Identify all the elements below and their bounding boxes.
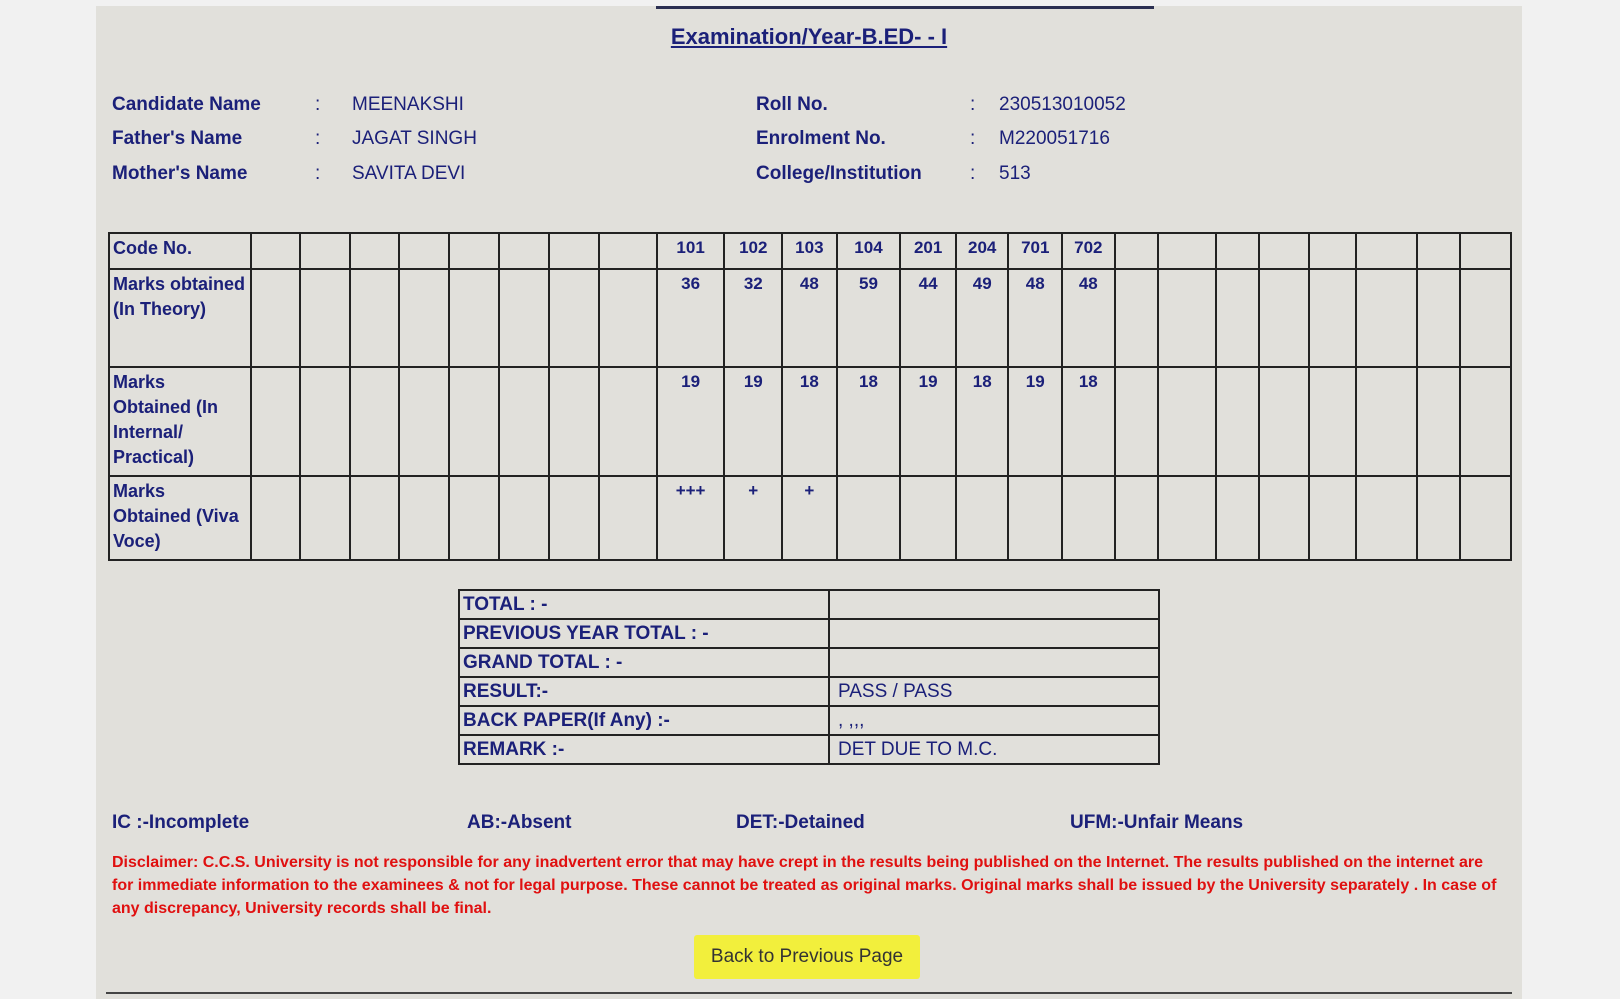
internal-mark-cell bbox=[449, 367, 500, 476]
viva-mark-cell bbox=[549, 476, 600, 560]
viva-mark-cell bbox=[1216, 476, 1259, 560]
summary-label: RESULT:- bbox=[459, 677, 829, 706]
summary-row bbox=[459, 706, 1159, 735]
summary-value bbox=[829, 619, 1159, 648]
mother-name-label: Mother's Name bbox=[112, 163, 248, 184]
summary-row bbox=[459, 677, 1159, 706]
code-cell bbox=[1356, 233, 1417, 269]
separator: : bbox=[315, 128, 321, 149]
internal-mark-cell bbox=[1158, 367, 1216, 476]
legend-detained: DET:-Detained bbox=[736, 812, 865, 833]
code-cell bbox=[1115, 233, 1158, 269]
viva-mark-cell bbox=[350, 476, 400, 560]
code-cell: 102 bbox=[724, 233, 782, 269]
theory-mark-cell bbox=[1216, 269, 1259, 367]
viva-mark-cell bbox=[251, 476, 301, 560]
internal-mark-cell: 19 bbox=[724, 367, 782, 476]
theory-mark-cell bbox=[499, 269, 549, 367]
viva-mark-cell bbox=[449, 476, 500, 560]
code-cell: 201 bbox=[900, 233, 956, 269]
internal-row bbox=[109, 367, 1511, 476]
theory-mark-cell: 32 bbox=[724, 269, 782, 367]
internal-mark-cell: 18 bbox=[837, 367, 901, 476]
summary-row bbox=[459, 590, 1159, 619]
candidate-name-label: Candidate Name bbox=[112, 94, 261, 115]
code-cell: 101 bbox=[657, 233, 725, 269]
theory-mark-cell: 44 bbox=[900, 269, 956, 367]
theory-mark-cell bbox=[449, 269, 500, 367]
theory-row-label: Marks obtained (In Theory) bbox=[109, 269, 251, 367]
viva-mark-cell bbox=[837, 476, 901, 560]
theory-mark-cell bbox=[300, 269, 350, 367]
summary-label: REMARK :- bbox=[459, 735, 829, 764]
theory-mark-cell: 59 bbox=[837, 269, 901, 367]
separator: : bbox=[970, 94, 976, 115]
viva-mark-cell bbox=[1417, 476, 1460, 560]
college-value: 513 bbox=[999, 163, 1031, 184]
internal-mark-cell bbox=[1460, 367, 1511, 476]
result-sheet bbox=[96, 6, 1522, 999]
theory-mark-cell: 48 bbox=[1008, 269, 1062, 367]
viva-row bbox=[109, 476, 1511, 560]
code-cell bbox=[1216, 233, 1259, 269]
viva-mark-cell bbox=[1062, 476, 1115, 560]
viva-mark-cell: + bbox=[724, 476, 782, 560]
separator: : bbox=[315, 163, 321, 184]
theory-mark-cell: 48 bbox=[782, 269, 837, 367]
separator: : bbox=[315, 94, 321, 115]
separator: : bbox=[970, 163, 976, 184]
theory-mark-cell bbox=[1309, 269, 1357, 367]
code-cell bbox=[1309, 233, 1357, 269]
internal-row-label: Marks Obtained (In Internal/ Practical) bbox=[109, 367, 251, 476]
theory-mark-cell: 48 bbox=[1062, 269, 1115, 367]
summary-label: BACK PAPER(If Any) :- bbox=[459, 706, 829, 735]
code-cell bbox=[350, 233, 400, 269]
viva-mark-cell bbox=[1259, 476, 1309, 560]
back-to-previous-page-button[interactable]: Back to Previous Page bbox=[694, 935, 920, 979]
theory-mark-cell bbox=[251, 269, 301, 367]
bottom-divider bbox=[106, 992, 1512, 994]
code-cell bbox=[1259, 233, 1309, 269]
code-cell bbox=[300, 233, 350, 269]
viva-mark-cell bbox=[599, 476, 657, 560]
code-cell bbox=[1417, 233, 1460, 269]
page-title: Examination/Year-B.ED- - I bbox=[670, 24, 948, 49]
summary-value: PASS / PASS bbox=[829, 677, 1159, 706]
code-cell bbox=[599, 233, 657, 269]
internal-mark-cell bbox=[599, 367, 657, 476]
theory-mark-cell bbox=[1158, 269, 1216, 367]
internal-mark-cell bbox=[1309, 367, 1357, 476]
theory-mark-cell: 49 bbox=[956, 269, 1009, 367]
internal-mark-cell bbox=[1417, 367, 1460, 476]
top-bar bbox=[656, 6, 1154, 9]
summary-value: , ,,, bbox=[829, 706, 1159, 735]
viva-mark-cell bbox=[1008, 476, 1062, 560]
enrolment-no-value: M220051716 bbox=[999, 128, 1110, 149]
summary-table bbox=[458, 589, 1160, 765]
internal-mark-cell: 18 bbox=[782, 367, 837, 476]
internal-mark-cell: 18 bbox=[956, 367, 1009, 476]
code-cell: 204 bbox=[956, 233, 1009, 269]
summary-value bbox=[829, 648, 1159, 677]
code-row-label: Code No. bbox=[109, 233, 251, 269]
enrolment-no-label: Enrolment No. bbox=[756, 128, 886, 149]
legend-incomplete: IC :-Incomplete bbox=[112, 812, 250, 833]
viva-mark-cell bbox=[1356, 476, 1417, 560]
summary-row bbox=[459, 735, 1159, 764]
theory-row bbox=[109, 269, 1511, 367]
code-cell bbox=[449, 233, 500, 269]
viva-mark-cell bbox=[956, 476, 1009, 560]
theory-mark-cell: 36 bbox=[657, 269, 725, 367]
viva-mark-cell: + bbox=[782, 476, 837, 560]
candidate-name-value: MEENAKSHI bbox=[352, 94, 464, 115]
code-cell bbox=[251, 233, 301, 269]
theory-mark-cell bbox=[1115, 269, 1158, 367]
separator: : bbox=[970, 128, 976, 149]
internal-mark-cell bbox=[499, 367, 549, 476]
code-cell bbox=[1460, 233, 1511, 269]
father-name-value: JAGAT SINGH bbox=[352, 128, 477, 149]
code-cell bbox=[549, 233, 600, 269]
internal-mark-cell bbox=[251, 367, 301, 476]
code-cell: 104 bbox=[837, 233, 901, 269]
viva-mark-cell bbox=[499, 476, 549, 560]
code-cell bbox=[1158, 233, 1216, 269]
summary-row bbox=[459, 619, 1159, 648]
theory-mark-cell bbox=[1460, 269, 1511, 367]
viva-mark-cell bbox=[1309, 476, 1357, 560]
summary-label: GRAND TOTAL : - bbox=[459, 648, 829, 677]
theory-mark-cell bbox=[1417, 269, 1460, 367]
internal-mark-cell bbox=[1259, 367, 1309, 476]
theory-mark-cell bbox=[599, 269, 657, 367]
college-label: College/Institution bbox=[756, 163, 922, 184]
legend-absent: AB:-Absent bbox=[467, 812, 572, 833]
internal-mark-cell bbox=[300, 367, 350, 476]
summary-value: DET DUE TO M.C. bbox=[829, 735, 1159, 764]
roll-no-label: Roll No. bbox=[756, 94, 828, 115]
internal-mark-cell: 19 bbox=[900, 367, 956, 476]
summary-value bbox=[829, 590, 1159, 619]
theory-mark-cell bbox=[350, 269, 400, 367]
viva-mark-cell bbox=[1115, 476, 1158, 560]
viva-mark-cell bbox=[900, 476, 956, 560]
code-cell bbox=[499, 233, 549, 269]
mother-name-value: SAVITA DEVI bbox=[352, 163, 466, 184]
roll-no-value: 230513010052 bbox=[999, 94, 1126, 115]
viva-mark-cell bbox=[1460, 476, 1511, 560]
viva-mark-cell bbox=[300, 476, 350, 560]
code-cell: 702 bbox=[1062, 233, 1115, 269]
internal-mark-cell: 19 bbox=[657, 367, 725, 476]
code-cell bbox=[399, 233, 449, 269]
viva-row-label: Marks Obtained (Viva Voce) bbox=[109, 476, 251, 560]
theory-mark-cell bbox=[549, 269, 600, 367]
theory-mark-cell bbox=[399, 269, 449, 367]
summary-label: TOTAL : - bbox=[459, 590, 829, 619]
internal-mark-cell bbox=[1216, 367, 1259, 476]
viva-mark-cell bbox=[1158, 476, 1216, 560]
code-cell: 103 bbox=[782, 233, 837, 269]
viva-mark-cell: +++ bbox=[657, 476, 725, 560]
marks-table bbox=[108, 232, 1512, 561]
internal-mark-cell: 19 bbox=[1008, 367, 1062, 476]
internal-mark-cell: 18 bbox=[1062, 367, 1115, 476]
father-name-label: Father's Name bbox=[112, 128, 243, 149]
internal-mark-cell bbox=[350, 367, 400, 476]
code-cell: 701 bbox=[1008, 233, 1062, 269]
code-row bbox=[109, 233, 1511, 269]
viva-mark-cell bbox=[399, 476, 449, 560]
summary-row bbox=[459, 648, 1159, 677]
disclaimer-text: Disclaimer: C.C.S. University is not responsible for any inadvertent error that may have crept in the results being published on the Internet. The results published on the internet are for immediate information to the examinees & not for legal purpose. These cannot be treated as original marks. Original marks shall be issued by the University separately . In case of any discrepancy, University records shall be final. bbox=[112, 854, 1497, 917]
internal-mark-cell bbox=[549, 367, 600, 476]
legend-unfair-means: UFM:-Unfair Means bbox=[1070, 812, 1244, 833]
internal-mark-cell bbox=[399, 367, 449, 476]
internal-mark-cell bbox=[1115, 367, 1158, 476]
theory-mark-cell bbox=[1356, 269, 1417, 367]
internal-mark-cell bbox=[1356, 367, 1417, 476]
summary-label: PREVIOUS YEAR TOTAL : - bbox=[459, 619, 829, 648]
theory-mark-cell bbox=[1259, 269, 1309, 367]
